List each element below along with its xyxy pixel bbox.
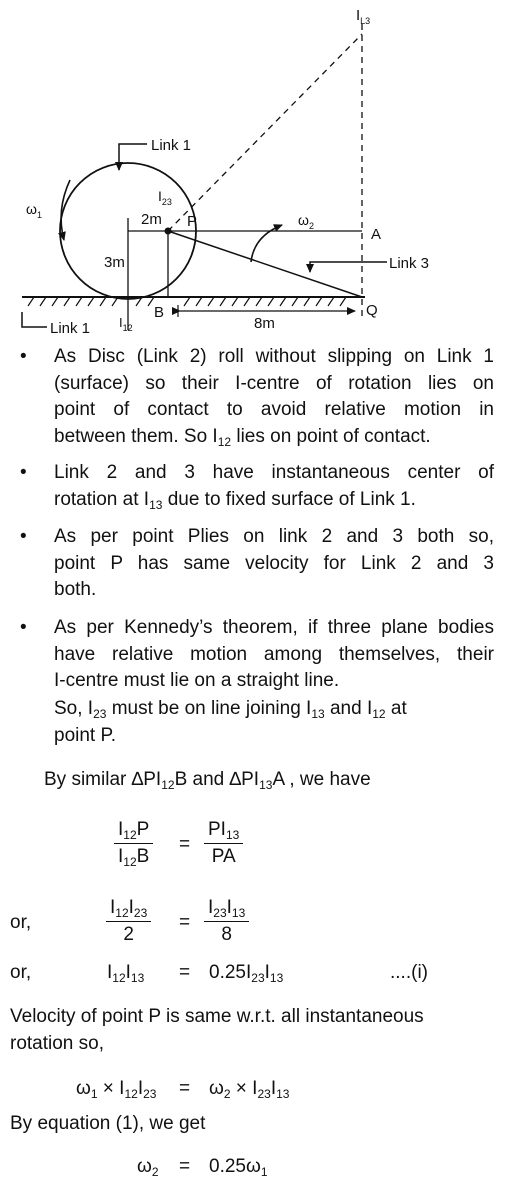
bullet-1-text xyxy=(54,344,494,450)
text-line: As per point Plies on link 2 and 3 both so, xyxy=(54,526,494,547)
eq3-tag: ....(i) xyxy=(390,962,428,983)
text-line-last: between them. So $I_{12}$ lies on point of contact. xyxy=(54,425,431,449)
eight-m-label: 8m xyxy=(254,315,275,332)
eq3-lhs: $I_{12}I_{13}$ xyxy=(107,962,145,985)
eq4-equals: = xyxy=(179,1078,191,1099)
a-label: A xyxy=(371,226,382,243)
text-line: As per Kennedy’s theorem, if three plane bodies xyxy=(54,617,494,638)
link1-top-leader xyxy=(119,144,147,170)
velocity-line-1: Velocity of point P is same w.r.t. all instantaneous xyxy=(10,1006,424,1027)
text-line: point P has same velocity for Link 2 and 3 xyxy=(54,552,494,574)
text-line: point of contact to avoid relative motion in xyxy=(54,399,494,420)
bullet-2-text xyxy=(54,460,494,513)
i12-label: $I_{12}$ xyxy=(119,315,133,333)
bullet-symbol: • xyxy=(20,462,27,483)
eq2-left-fraction: $\frac{I_{12}I_{23}}{2}$ xyxy=(106,896,151,947)
bullet-symbol: • xyxy=(20,346,27,367)
eq2-prefix: or, xyxy=(10,912,32,933)
eq1-equals: = xyxy=(179,834,191,855)
two-m-label: 2m xyxy=(141,211,162,228)
eq1-right-fraction: $\frac{PI_{13}}{PA}$ xyxy=(204,818,243,869)
similar-triangles-line: By similar $\Delta PI_{12}B$ and $\Delta PI_{13}A$ , we have xyxy=(44,769,371,792)
kinematic-diagram xyxy=(0,0,526,345)
eq5-lhs: $\omega_2$ xyxy=(137,1156,159,1179)
eq4-rhs: $\omega_2 \times I_{23}I_{13}$ xyxy=(209,1078,290,1101)
text-line: have relative motion among themselves, their xyxy=(54,643,494,665)
velocity-line-2: rotation so, xyxy=(10,1033,104,1054)
eq4-lhs: $\omega_1 \times I_{12}I_{23}$ xyxy=(76,1078,157,1101)
eq1-left-fraction: $\frac{I_{12}P}{I_{12}B}$ xyxy=(114,818,153,869)
link1-bottom-leader xyxy=(22,312,47,327)
omega2-label: $\omega_2$ xyxy=(298,212,314,231)
eq5-rhs: $0.25\omega_1$ xyxy=(209,1156,268,1179)
link3-leader xyxy=(310,262,387,272)
omega1-label: $\omega_1$ xyxy=(26,201,42,220)
ground-surface xyxy=(22,297,365,306)
p-label: P xyxy=(187,213,198,230)
text-line: (surface) so their I-centre of rotation lies on xyxy=(54,372,494,394)
eq5-equals: = xyxy=(179,1156,191,1177)
three-m-label: 3m xyxy=(104,254,125,271)
so-line: So, $I_{23}$ must be on line joining $I_{13}$ and $I_{12}$ at xyxy=(54,698,407,721)
link1-top-label: Link 1 xyxy=(151,137,192,154)
link1-bottom-label: Link 1 xyxy=(50,320,91,337)
link-3-bar xyxy=(168,231,362,297)
eq2-right-fraction: $\frac{I_{23}I_{13}}{8}$ xyxy=(204,896,249,947)
by-equation-line: By equation (1), we get xyxy=(10,1113,206,1134)
text-line-last: rotation at $I_{13}$ due to fixed surface of Link 1. xyxy=(54,488,416,512)
text-line: As Disc (Link 2) roll without slipping on Link 1 xyxy=(54,346,494,367)
text-line-last: I-centre must lie on a straight line. xyxy=(54,670,340,691)
dashed-centre-line xyxy=(168,34,362,231)
bullet-4-text xyxy=(54,615,494,695)
il3-label: $I_{L3}$ xyxy=(356,7,371,26)
eq2-equals: = xyxy=(179,912,191,933)
link3-label: Link 3 xyxy=(389,255,430,272)
bullet-3-text xyxy=(54,524,494,604)
bullet-symbol: • xyxy=(20,617,27,638)
eq3-equals: = xyxy=(179,962,191,983)
point-p-line: point P. xyxy=(54,725,116,746)
b-label: B xyxy=(154,304,165,321)
i23-label: $I_{23}$ xyxy=(158,188,172,207)
eq3-rhs: $0.25I_{23}I_{13}$ xyxy=(209,962,284,985)
eq3-prefix: or, xyxy=(10,962,32,983)
q-label: Q xyxy=(366,302,378,319)
text-line: Link 2 and 3 have instantaneous center of xyxy=(54,462,494,483)
bullet-symbol: • xyxy=(20,526,27,547)
text-line-last: both. xyxy=(54,579,97,600)
